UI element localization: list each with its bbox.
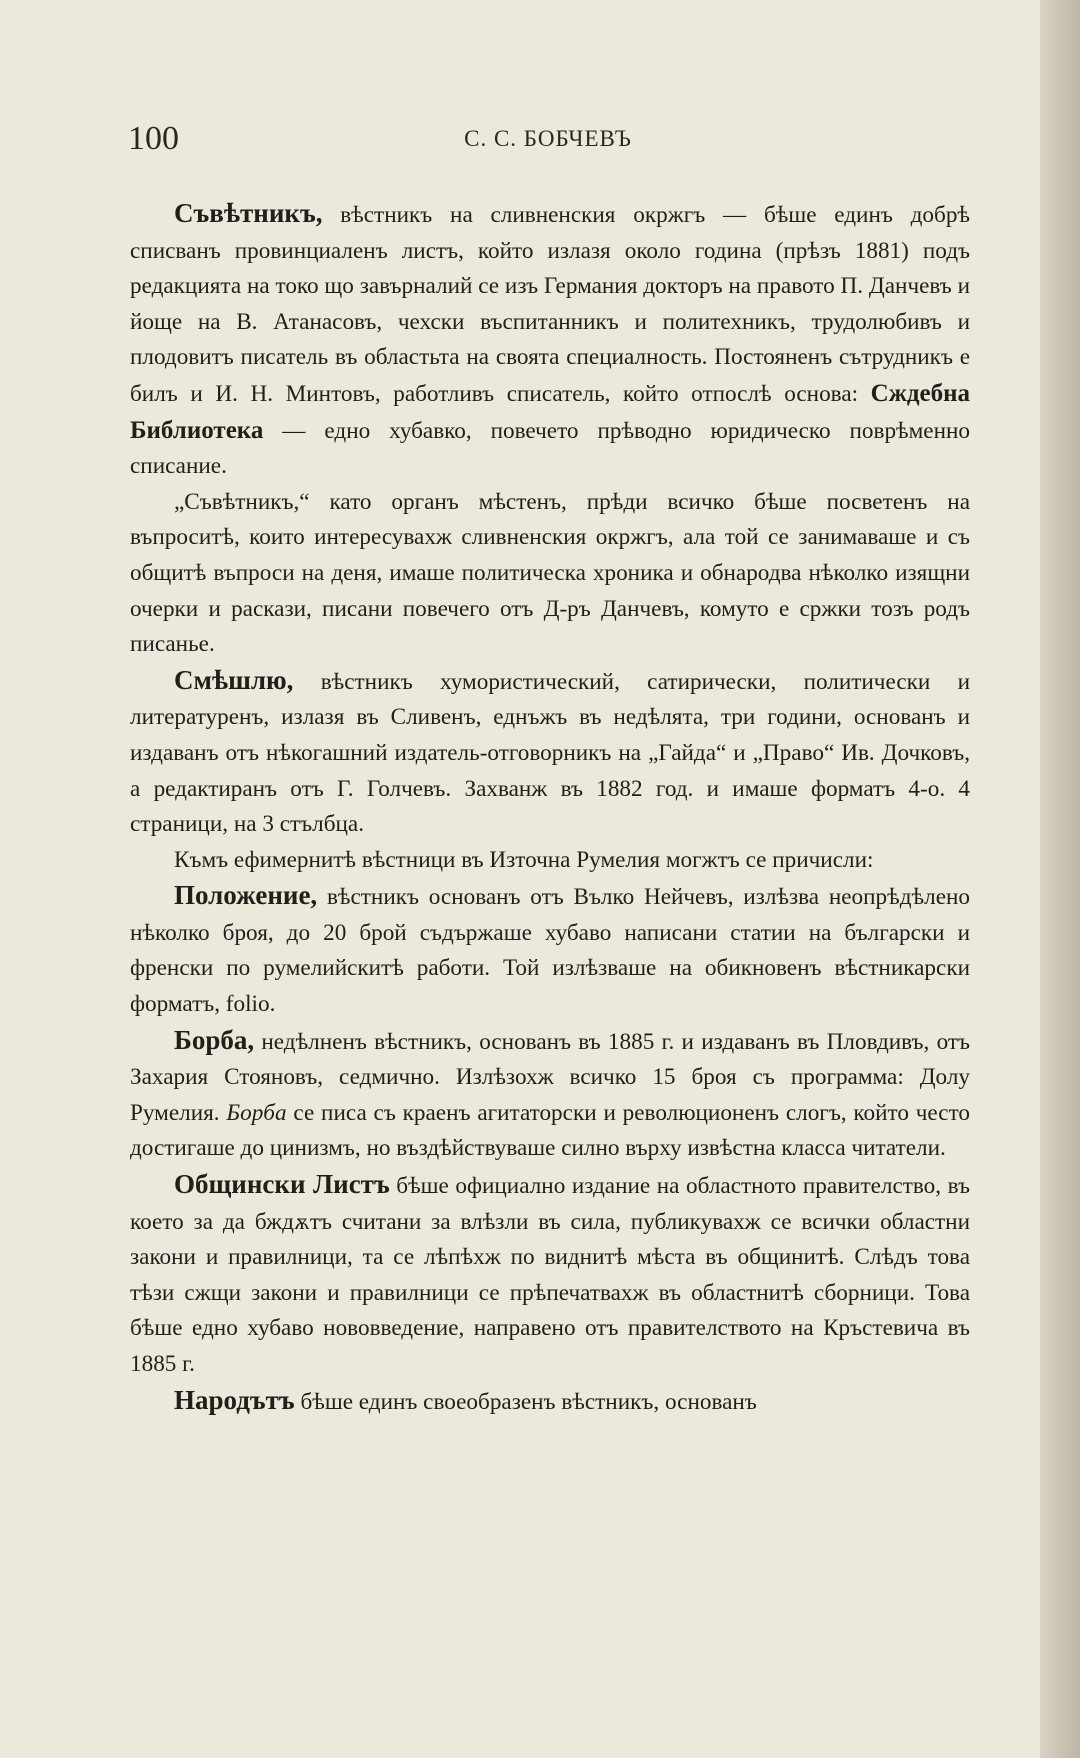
paragraph-text: — едно хубавко, повечето прѣводно юридическо поврѣменно списание. <box>130 417 970 480</box>
entry-title: Общински Листъ <box>174 1169 390 1200</box>
journal-title: Сждебна Библиотека <box>130 379 970 444</box>
newspaper-title-italic: Борба <box>226 1099 287 1126</box>
paragraph-text: недѣлненъ вѣстникъ, основанъ въ 1885 г. и издаванъ въ Пловдивъ, отъ Захария Стояновъ, седмично. Излѣзохж всичко 15 броя съ программа: Долу Румелия. <box>130 1028 970 1126</box>
entry-title: Положение, <box>174 880 318 911</box>
paragraph-text: се писа съ краенъ агитаторски и революционенъ слогъ, който често достигаше до цинизмъ, но въздѣйствуваше силно върху извѣстна класса читатели. <box>130 1099 971 1162</box>
running-head: С. С. БОБЧЕВЪ <box>464 126 632 151</box>
paragraph-text: Къмъ ефимернитѣ вѣстници въ Източна Румелия могжтъ се причисли: <box>174 846 874 873</box>
entry-title: Народътъ <box>174 1384 295 1415</box>
paragraph-text: вѣстникъ основанъ отъ Вълко Нейчевъ, излѣзва неопрѣдѣлено нѣколко броя, до 20 брой съдържаше хубаво написани статии на български и френски по румелийскитѣ работи. Той излѣзваше на обикновенъ вѣстникарски форматъ, folio. <box>130 884 970 1018</box>
page-body <box>130 196 970 1420</box>
paragraph-borba <box>130 1023 970 1167</box>
paragraph-text: бѣше официално издание на областното правителство, въ което за да бждѫтъ считани за влѣзли въ сила, публикувахж се всички областни закони и правилници, та се лѣпѣхж по виднитѣ мѣста въ общинитѣ. Слѣдъ това тѣзи сжщи закони и правилници се прѣпечатвахж въ областнитѣ сборници. Това бѣше едно хубаво нововведение, направено отъ правителството на Кръстевича въ 1885 г. <box>130 1173 970 1377</box>
page-header <box>128 120 968 170</box>
entry-title: Съвѣтникъ, <box>174 198 323 228</box>
paragraph-text: вѣстникъ на сливненския окржгъ — бѣше единъ добрѣ списванъ провинциаленъ листъ, който излазя около година (прѣзъ 1881) подъ редакцията на токо що завърналий се изъ Германия докторъ на правото П. Данчевъ и йоще на В. Атанасовъ, чехски въспитанникъ и политехникъ, трудолюбивъ и плодовитъ писатель въ областьта на своята специалность. Постояненъ сътрудникъ е билъ и И. Н. Минтовъ, работливъ списатель, който отпослѣ основа: <box>130 202 970 407</box>
paragraph-text: бѣше единъ своеобразенъ вѣстникъ, основанъ <box>294 1388 757 1415</box>
entry-title: Борба, <box>174 1024 255 1055</box>
paragraph-narodat <box>130 1383 970 1421</box>
entry-title: Смѣшлю, <box>174 664 294 695</box>
page-edge <box>1040 0 1080 1758</box>
paragraph-polozhenie <box>130 878 970 1022</box>
paragraph-savetnik <box>130 196 970 485</box>
paragraph-text: „Съвѣтникъ,“ като органъ мѣстенъ, прѣди всичко бѣше посветенъ на въпроситѣ, които интересувахж сливненския окржгъ, ала той се занимаваше и съ общитѣ въпроси на деня, имаше политическа хроника и обнародва нѣколко изящни очерки и раскази, писани повечего отъ Д-ръ Данчевъ, комуто е сржки тозъ родъ писанье. <box>130 488 970 658</box>
paragraph-smeshlyu <box>130 663 970 843</box>
paragraph-text: вѣстникъ хумористический, сатирически, политически и литературенъ, излазя въ Сливенъ, еднъжъ въ недѣлята, три години, основанъ и издаванъ отъ нѣкогашний издатель-отговорникъ на „Гайда“ и „Право“ Ив. Дочковъ, а редактиранъ отъ Г. Голчевъ. Захванж въ 1882 год. и имаше форматъ 4-о. 4 страници, на 3 стълбца. <box>130 668 970 838</box>
paragraph-savetnik-organ <box>130 485 970 663</box>
paragraph-ephemeral <box>130 843 970 879</box>
page-number: 100 <box>128 120 179 157</box>
paragraph-obshtinski-list <box>130 1167 970 1383</box>
